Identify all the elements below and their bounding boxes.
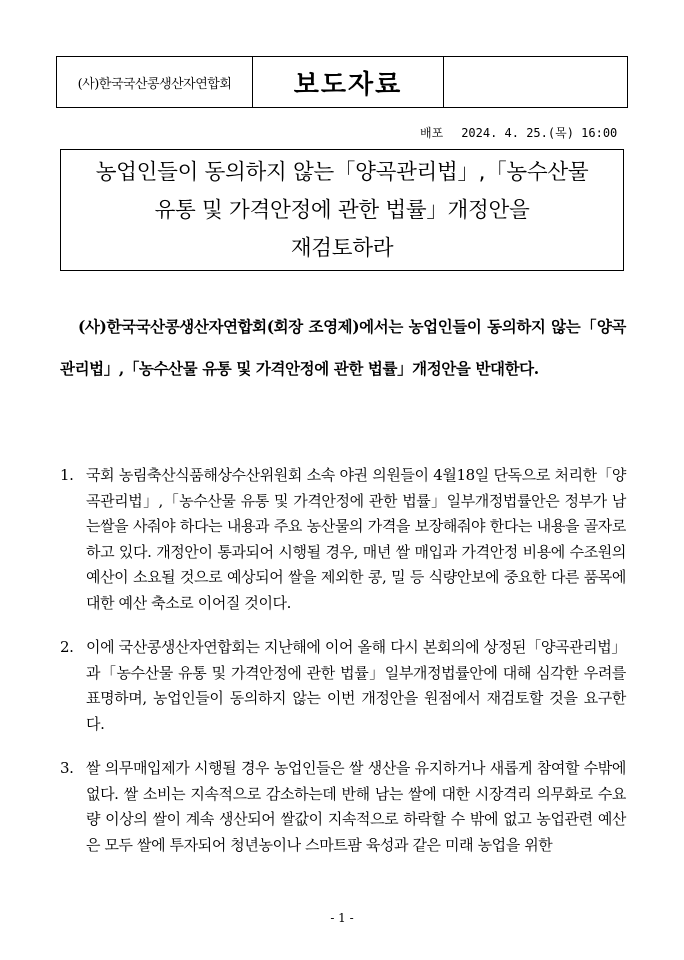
header-empty-cell bbox=[444, 57, 627, 107]
headline-line-3: 재검토하라 bbox=[290, 236, 394, 261]
document-type-title: 보도자료 bbox=[253, 57, 444, 107]
page-number: - 1 - bbox=[330, 911, 354, 925]
headline-line-1: 농업인들이 동의하지 않는「양곡관리법」,「농수산물 bbox=[95, 160, 589, 185]
list-item bbox=[60, 756, 626, 858]
headline-box bbox=[60, 149, 624, 271]
item-text: 국회 농림축산식품해상수산위원회 소속 야권 의원들이 4월18일 단독으로 처리한「양곡관리법」,「농수산물 유통 및 가격안정에 관한 법률」일부개정법률안은 정부가 남는쌀을 사줘야 하다는 내용과 주요 농산물의 가격을 보장해줘야 한다는 내용을 골자로 하고 있다. 개정안이 통과되어 시행될 경우, 매년 쌀 매입과 가격안정 비용에 수조원의 예산이 소요될 것으로 예상되어 쌀을 제외한 콩, 밀 등 식량안보에 중요한 다른 품목에 대한 예산 축소로 이어질 것이다. bbox=[86, 466, 626, 612]
list-item bbox=[60, 635, 626, 737]
item-text: 이에 국산콩생산자연합회는 지난해에 이어 올해 다시 본회의에 상정된「양곡관리법」과「농수산물 유통 및 가격안정에 관한 법률」일부개정법률안에 대해 심각한 우려를 표명하며, 농업인들이 동의하지 않는 이번 개정안을 원점에서 재검토할 것을 요구한다. bbox=[86, 638, 626, 733]
item-number: 2. bbox=[60, 638, 74, 656]
item-text: 쌀 의무매입제가 시행될 경우 농업인들은 쌀 생산을 유지하거나 새롭게 참여할 수밖에 없다. 쌀 소비는 지속적으로 감소하는데 반해 남는 쌀에 대한 시장격리 의무화로 수요량 이상의 쌀이 계속 생산되어 쌀값이 지속적으로 하락할 수 밖에 없고 농업관련 예산은 모두 쌀에 투자되어 청년농이나 스마트팜 육성과 같은 미래 농업을 위한 bbox=[86, 759, 626, 854]
lead-paragraph: (사)한국국산콩생산자연합회(회장 조영제)에서는 농업인들이 동의하지 않는「양곡관리법」,「농수산물 유통 및 가격안정에 관한 법률」개정안을 반대한다. bbox=[60, 317, 626, 378]
distribution-label: 배포 bbox=[420, 126, 444, 140]
list-item bbox=[60, 463, 626, 616]
item-number: 1. bbox=[60, 466, 74, 484]
press-release-header bbox=[56, 56, 628, 108]
distribution-info bbox=[420, 124, 617, 141]
numbered-items bbox=[60, 463, 626, 877]
headline-line-2: 유통 및 가격안정에 관한 법률」개정안을 bbox=[154, 198, 530, 223]
item-number: 3. bbox=[60, 759, 74, 777]
distribution-datetime: 2024. 4. 25.(목) 16:00 bbox=[461, 126, 618, 140]
organization-name: (사)한국국산콩생산자연합회 bbox=[57, 57, 253, 107]
